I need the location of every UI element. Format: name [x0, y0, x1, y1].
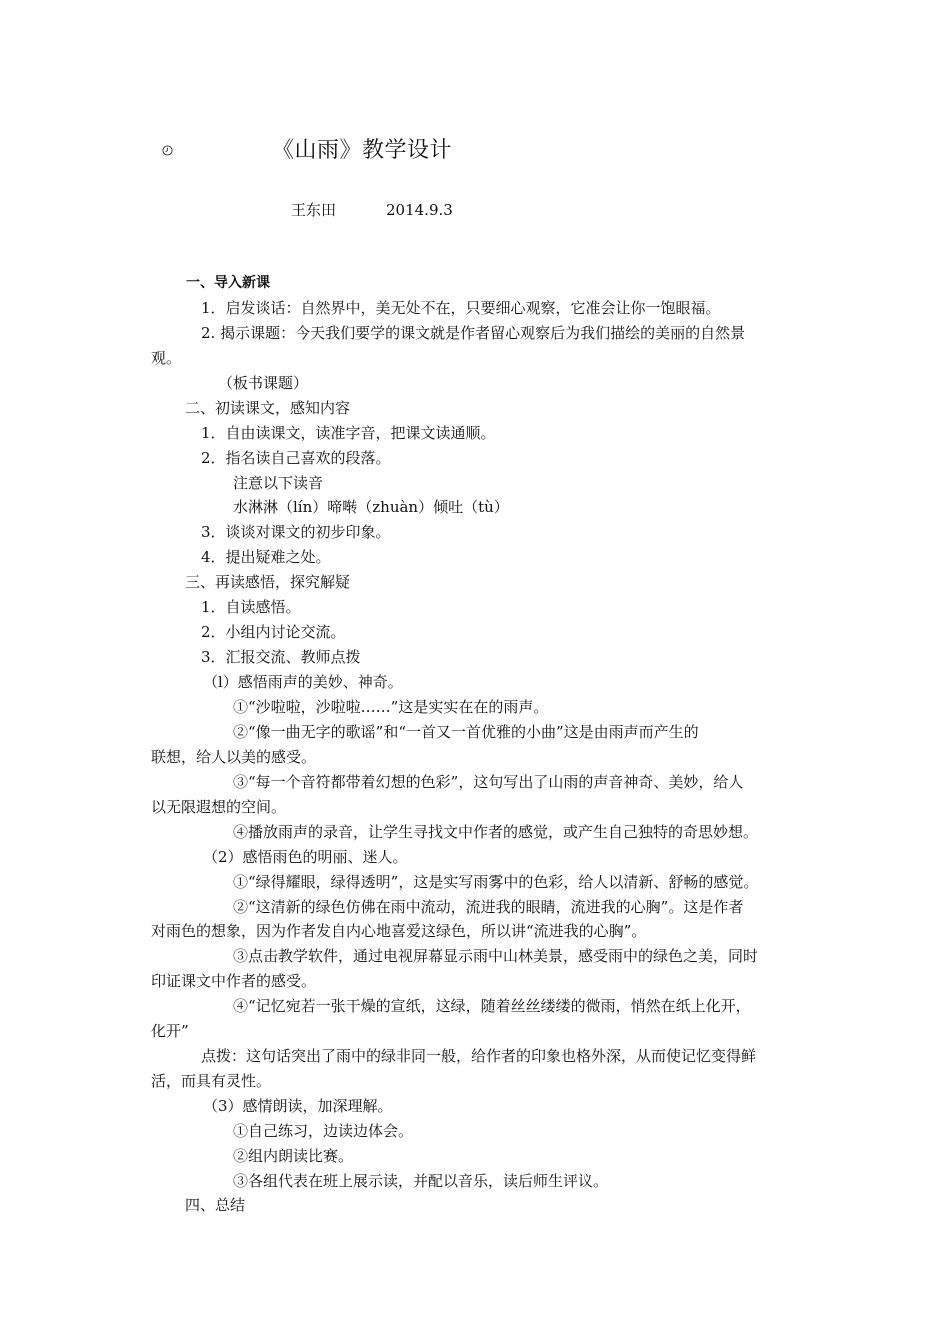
- body-line: ②组内朗读比赛。: [233, 1147, 354, 1165]
- body-line: （l）感悟雨声的美妙、神奇。: [203, 673, 403, 691]
- body-line: 注意以下读音: [233, 474, 324, 492]
- body-line: 联想，给人以美的感受。: [151, 748, 317, 766]
- body-line: 2．指名读自己喜欢的段落。: [201, 449, 391, 467]
- body-line: ④“记忆宛若一张干燥的宣纸，这绿，随着丝丝缕缕的微雨，悄然在纸上化开，: [233, 997, 751, 1015]
- section-heading-3: 三、再读感悟，探究解疑: [185, 573, 351, 591]
- body-line: ②“这清新的绿色仿佛在雨中流动，流进我的眼睛，流进我的心胸”。这是作者: [233, 898, 744, 916]
- body-line: （板书课题）: [218, 374, 309, 392]
- document-title: 《山雨》教学设计: [272, 138, 453, 163]
- body-line: ③各组代表在班上展示读，并配以音乐，读后师生评议。: [233, 1172, 609, 1190]
- body-line: 化开”: [151, 1022, 189, 1040]
- body-line: 2．小组内讨论交流。: [201, 623, 346, 641]
- body-line: ①自己练习，边读边体会。: [233, 1122, 414, 1140]
- body-line: 1．自由读课文，读准字音，把课文读通顺。: [201, 424, 496, 442]
- body-line: 以无限遐想的空间。: [151, 798, 287, 816]
- author-name: 王东田: [291, 201, 337, 219]
- body-line: （2）感悟雨色的明丽、迷人。: [203, 848, 408, 866]
- body-line: 活，而具有灵性。: [151, 1072, 272, 1090]
- body-line: 观。: [151, 349, 182, 367]
- body-line: ①“绿得耀眼，绿得透明”，这是实写雨雾中的色彩，给人以清新、舒畅的感觉。: [233, 873, 759, 891]
- document-date: 2014.9.3: [386, 201, 453, 219]
- body-line: 1．自读感悟。: [201, 598, 301, 616]
- body-line: 点拨：这句话突出了雨中的绿非同一般，给作者的印象也格外深，从而使记忆变得鲜: [201, 1047, 757, 1065]
- body-line: ②“像一曲无字的歌谣”和“一首又一首优雅的小曲”这是由雨声而产生的: [233, 723, 699, 741]
- body-line: 对雨色的想象，因为作者发自内心地喜爱这绿色，所以讲“流进我的心胸”。: [151, 922, 647, 940]
- body-line: 水淋淋（lín）啼啭（zhuàn）倾吐（tù）: [233, 498, 509, 516]
- section-heading-1: 一、导入新课: [186, 275, 270, 291]
- body-line: ③“每一个音符都带着幻想的色彩”，这句写出了山雨的声音神奇、美妙，给人: [233, 773, 744, 791]
- body-line: 3．汇报交流、教师点拨: [201, 648, 361, 666]
- body-line: ③点击教学软件，通过电视屏幕显示雨中山林美景，感受雨中的绿色之美，同时: [233, 947, 759, 965]
- section-heading-4: 四、总结: [185, 1196, 246, 1214]
- body-line: 1．启发谈话：自然界中，美无处不在，只要细心观察，它准会让你一饱眼福。: [201, 299, 721, 317]
- body-line: （3）感情朗读，加深理解。: [203, 1097, 393, 1115]
- section-heading-2: 二、初读课文，感知内容: [185, 399, 351, 417]
- body-line: ④播放雨声的录音，让学生寻找文中作者的感觉，或产生自己独特的奇思妙想。: [233, 823, 759, 841]
- body-line: 印证课文中作者的感受。: [151, 972, 317, 990]
- clock-icon: [162, 145, 173, 156]
- body-line: 3．谈谈对课文的初步印象。: [201, 523, 391, 541]
- body-line: 2. 揭示课题：今天我们要学的课文就是作者留心观察后为我们描绘的美丽的自然景: [201, 324, 746, 342]
- body-line: ①“沙啦啦，沙啦啦……”这是实实在在的雨声。: [233, 698, 549, 716]
- body-line: 4．提出疑难之处。: [201, 548, 331, 566]
